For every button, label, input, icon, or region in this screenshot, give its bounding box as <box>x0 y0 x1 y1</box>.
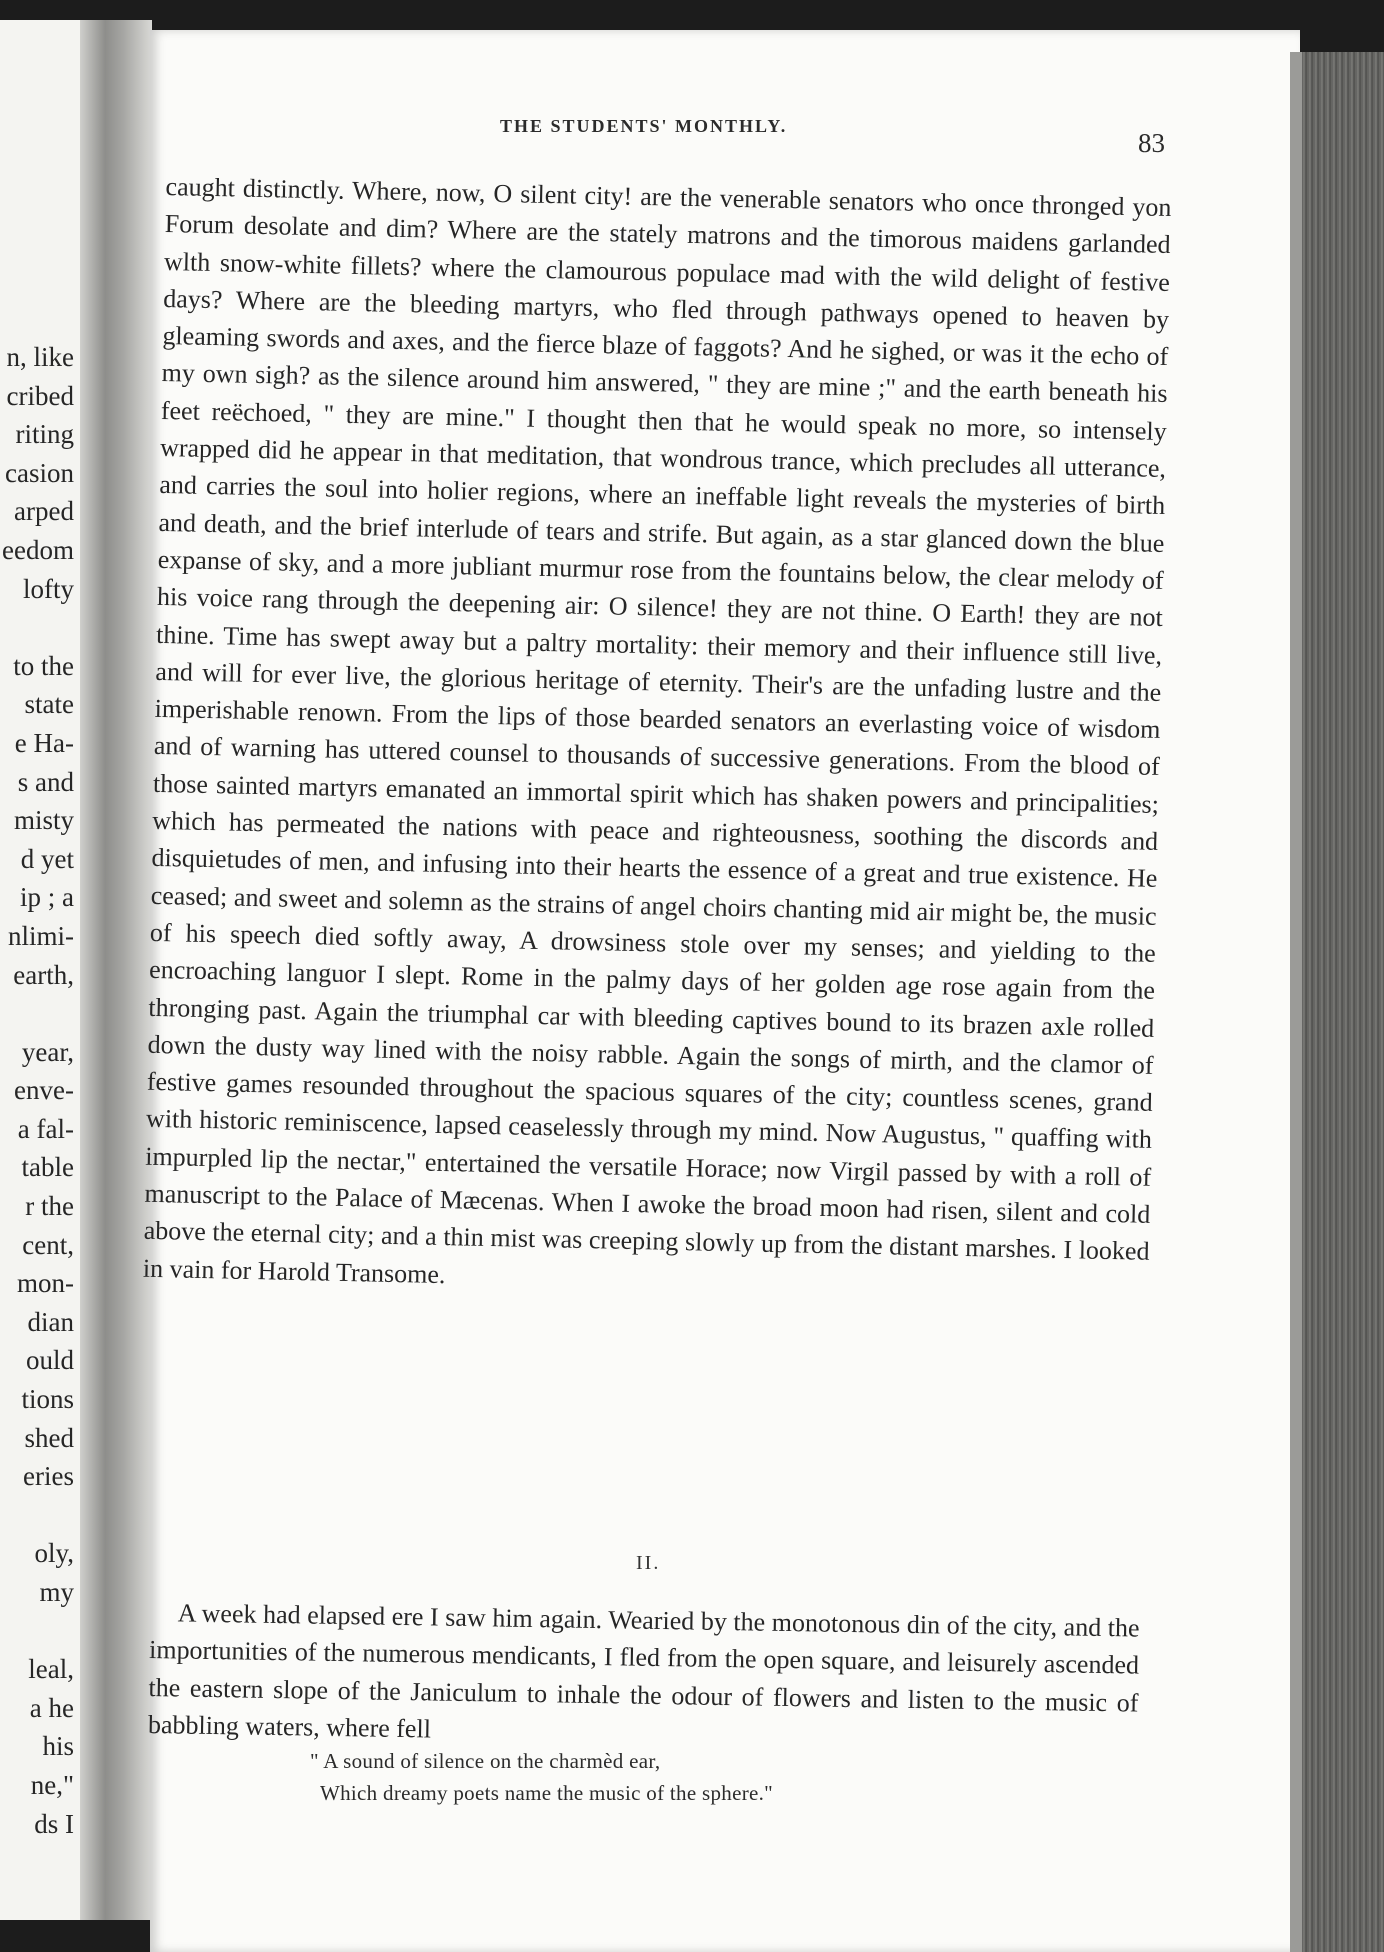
quote-line-2: Which dreamy poets name the music of the sphere." <box>320 1781 774 1805</box>
quote-line-1: " A sound of silence on the charmèd ear, <box>310 1749 661 1773</box>
section-number: II. <box>636 1552 661 1574</box>
running-title: THE STUDENTS' MONTHLY. <box>500 116 788 136</box>
page-number: 83 <box>1138 128 1165 158</box>
page-block-edge <box>1290 52 1384 1952</box>
book-gutter <box>80 20 152 1920</box>
left-page-text-fragments: n, like cribed riting casion arped eedom lofty to the state e Ha- s and misty d yet ip ; a nlimi- earth, year, enve- a fal- table r the cent, mon- dian ould tions shed eries oly, my leal, a he his ne," ds I <box>2 342 74 1839</box>
main-text-block <box>143 168 1172 1308</box>
paragraph-1: caught distinctly. Where, now, O silent city! are the venerable senators who once thronged yon Forum desolate and dim? Where are the stately matrons and the timorous maidens garlanded wlth snow-white fillets? where the clamourous populace mad with the wild delight of festive days? Where are the bleeding martyrs, who fled through pathways opened to heaven by gleaming swords and axes, and the fierce blaze of faggots? And he sighed, or was it the echo of my own sigh? as the silence around him answered, " they are mine ;" and the earth beneath his feet reëchoed, " they are mine." I thought then that he would speak no more, so intensely wrapped did he appear in that meditation, that wondrous trance, which precludes all utterance, and carries the soul into holier regions, where an ineffable light reveals the mysteries of birth and death, and the brief interlude of tears and strife. But again, as a star glanced down the blue expanse of sky, and a more jubliant murmur rose from the fountains below, the clear melody of his voice rang through the deepening air: O silence! they are not thine. O Earth! they are not thine. Time has swept away but a paltry mortality: their memory and their influence still live, and will for ever live, the glorious heritage of eternity. Their's are the unfading lustre and the imperishable renown. From the lips of those bearded senators an everlasting voice of wisdom and of warning has uttered counsel to thousands of successive generations. From the blood of those sainted martyrs emanated an immortal spirit which has shaken powers and principalities; which has permeated the nations with peace and righteousness, soothing the discords and disquietudes of men, and infusing into their hearts the essence of a great and true existence. He ceased; and sweet and solemn as the strains of angel choirs chanting mid air might be, the music of his speech died softly away, A drowsiness stole over my senses; and yielding to the encroaching languor I slept. Rome in the palmy days of her golden age rose again from the thronging past. Again the triumphal car with bleeding captives bound to its brazen axle rolled down the dusty way lined with the noisy rabble. Again the songs of mirth, and the clamor of festive games resounded throughout the spacious squares of the city; countless scenes, grand with historic reminiscence, lapsed ceaselessly through my mind. Now Augustus, " quaffing with impurpled lip the nectar," entertained the versatile Horace; now Virgil passed by with a roll of manuscript to the Palace of Mæcenas. When I awoke the broad moon had risen, silent and cold above the eternal city; and a thin mist was creeping slowly up from the distant marshes. I looked in vain for Harold Transome. <box>142 171 1172 1289</box>
verse-quotation <box>310 1745 774 1809</box>
paragraph-2: A week had elapsed ere I saw him again. Wearied by the monotonous din of the city, and the importunities of the numerous mendicants, I fled from the open square, and leisurely ascended the eastern slope of the Janiculum to inhale the odour of flowers and listen to the music of babbling waters, where fell <box>147 1598 1140 1744</box>
